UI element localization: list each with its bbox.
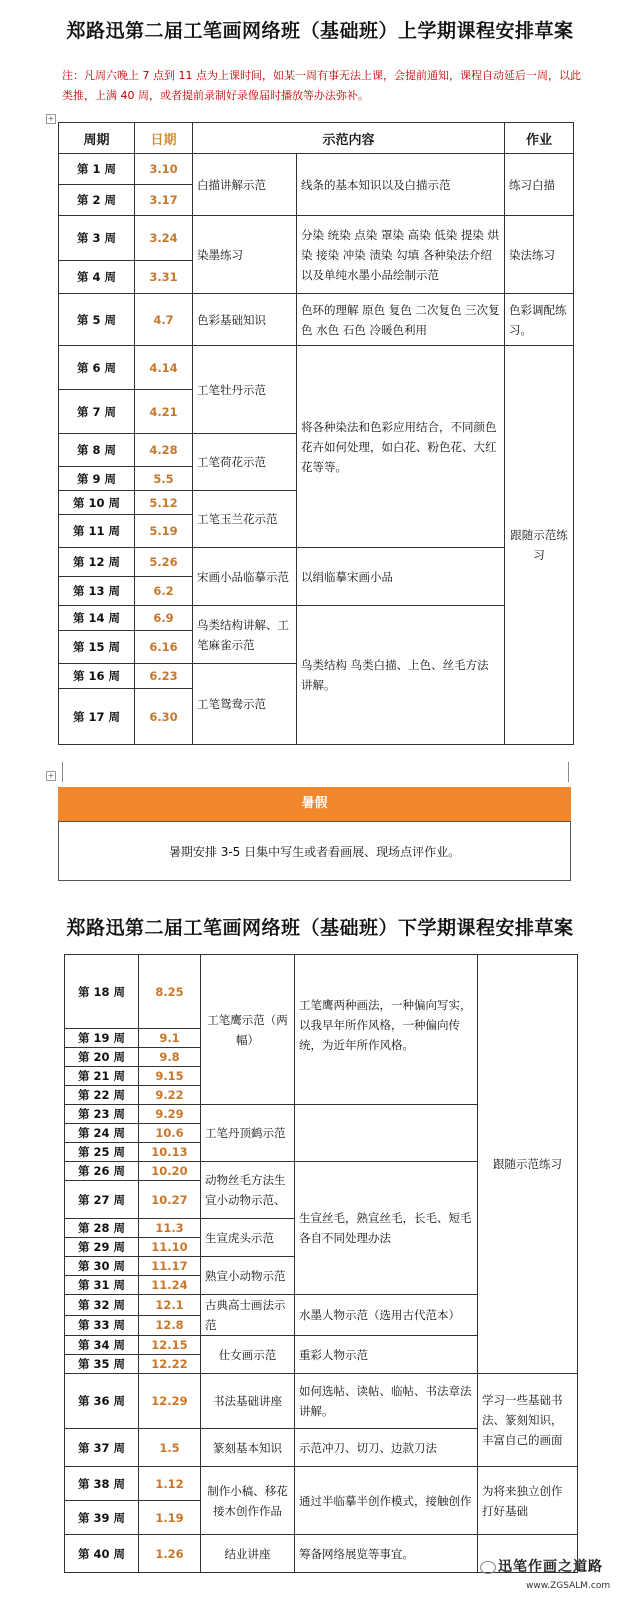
week-cell: 第 33 周	[65, 1315, 139, 1336]
topic-cell: 白描讲解示范	[193, 154, 297, 216]
date-cell: 10.6	[139, 1124, 201, 1143]
date-cell: 12.8	[139, 1315, 201, 1336]
content-cell: 工笔鹰两种画法，一种偏向写实，以我早年所作风格，一种偏向传统，为近年所作风格。	[295, 955, 478, 1105]
date-cell: 5.12	[135, 491, 193, 515]
week-cell: 第 8 周	[59, 434, 135, 467]
topic-cell: 工笔牡丹示范	[193, 346, 297, 434]
topic-cell: 制作小稿、移花接木创作作品	[201, 1467, 295, 1535]
header-week: 周期	[59, 123, 135, 154]
week-cell: 第 2 周	[59, 185, 135, 216]
week-cell: 第 9 周	[59, 467, 135, 491]
week-cell: 第 24 周	[65, 1124, 139, 1143]
date-cell: 3.31	[135, 261, 193, 294]
date-cell: 1.19	[139, 1501, 201, 1535]
topic-cell: 宋画小品临摹示范	[193, 548, 297, 606]
date-cell: 9.15	[139, 1067, 201, 1086]
page-break-line	[62, 762, 63, 782]
table-anchor-icon[interactable]: +	[47, 114, 55, 123]
week-cell: 第 6 周	[59, 346, 135, 390]
topic-cell: 工笔鹰示范（两幅）	[201, 955, 295, 1105]
content-cell: 如何选帖、读帖、临帖、书法章法讲解。	[295, 1374, 478, 1429]
header-homework: 作业	[505, 123, 574, 154]
date-cell: 3.24	[135, 216, 193, 261]
week-cell: 第 14 周	[59, 606, 135, 631]
topic-cell: 书法基础讲座	[201, 1374, 295, 1429]
date-cell: 4.14	[135, 346, 193, 390]
date-cell: 9.29	[139, 1105, 201, 1124]
date-cell: 12.15	[139, 1336, 201, 1355]
date-cell: 12.22	[139, 1355, 201, 1374]
content-cell: 筹备网络展览等事宜。	[295, 1535, 478, 1573]
date-cell: 3.17	[135, 185, 193, 216]
topic-cell: 鸟类结构讲解、工笔麻雀示范	[193, 606, 297, 664]
week-cell: 第 25 周	[65, 1143, 139, 1162]
page-break-line	[568, 762, 569, 782]
date-cell: 10.27	[139, 1181, 201, 1219]
date-cell: 4.7	[135, 294, 193, 346]
content-cell: 以绢临摹宋画小品	[297, 548, 505, 606]
first-term-table	[58, 122, 574, 745]
topic-cell: 染墨练习	[193, 216, 297, 294]
week-cell: 第 21 周	[65, 1067, 139, 1086]
content-cell-empty	[295, 1105, 478, 1162]
content-cell: 将各种染法和色彩应用结合，不同颜色花卉如何处理，如白花、粉色花、大红花等等。	[297, 346, 505, 548]
week-cell: 第 29 周	[65, 1238, 139, 1257]
content-cell: 示范冲刀、切刀、边款刀法	[295, 1429, 478, 1467]
header-content: 示范内容	[193, 123, 505, 154]
date-cell: 5.19	[135, 515, 193, 548]
topic-cell: 色彩基础知识	[193, 294, 297, 346]
table-anchor-icon[interactable]: +	[47, 771, 55, 780]
date-cell: 4.21	[135, 390, 193, 434]
date-cell: 9.22	[139, 1086, 201, 1105]
homework-cell: 跟随示范练习	[505, 346, 574, 745]
week-cell: 第 34 周	[65, 1336, 139, 1355]
week-cell: 第 39 周	[65, 1501, 139, 1535]
content-cell: 鸟类结构 鸟类白描、上色、丝毛方法讲解。	[297, 606, 505, 745]
week-cell: 第 16 周	[59, 664, 135, 689]
topic-cell: 篆刻基本知识	[201, 1429, 295, 1467]
date-cell: 1.5	[139, 1429, 201, 1467]
content-cell: 重彩人物示范	[295, 1336, 478, 1374]
date-cell: 11.3	[139, 1219, 201, 1238]
page-title-second-term: 郑路迅第二届工笔画网络班（基础班）下学期课程安排草案	[66, 917, 574, 939]
week-cell: 第 4 周	[59, 261, 135, 294]
date-cell: 12.29	[139, 1374, 201, 1429]
summer-vacation-note	[58, 821, 571, 881]
week-cell: 第 37 周	[65, 1429, 139, 1467]
date-cell: 6.16	[135, 631, 193, 664]
week-cell: 第 22 周	[65, 1086, 139, 1105]
topic-cell: 结业讲座	[201, 1535, 295, 1573]
topic-cell: 工笔荷花示范	[193, 434, 297, 491]
week-cell: 第 36 周	[65, 1374, 139, 1429]
header-date: 日期	[135, 123, 193, 154]
week-cell: 第 10 周	[59, 491, 135, 515]
week-cell: 第 20 周	[65, 1048, 139, 1067]
week-cell: 第 28 周	[65, 1219, 139, 1238]
homework-cell: 染法练习	[505, 216, 574, 294]
second-term-table	[64, 954, 578, 1573]
topic-cell: 古典高士画法示范	[201, 1295, 295, 1336]
date-cell: 1.26	[139, 1535, 201, 1573]
week-cell: 第 3 周	[59, 216, 135, 261]
date-cell: 6.23	[135, 664, 193, 689]
week-cell: 第 1 周	[59, 154, 135, 185]
week-cell: 第 26 周	[65, 1162, 139, 1181]
date-cell: 11.10	[139, 1238, 201, 1257]
date-cell: 6.2	[135, 577, 193, 606]
topic-cell: 工笔丹顶鹤示范	[201, 1105, 295, 1162]
vacation-text: 暑期安排 3-5 日集中写生或者看画展、现场点评作业。	[168, 844, 461, 859]
week-cell: 第 32 周	[65, 1295, 139, 1316]
date-cell: 11.24	[139, 1276, 201, 1295]
topic-cell: 工笔玉兰花示范	[193, 491, 297, 548]
content-cell: 生宣丝毛，熟宣丝毛，长毛、短毛各自不同处理办法	[295, 1162, 478, 1295]
date-cell: 9.8	[139, 1048, 201, 1067]
week-cell: 第 13 周	[59, 577, 135, 606]
topic-cell: 工笔鸳鸯示范	[193, 664, 297, 745]
topic-cell: 动物丝毛方法生宣小动物示范、	[201, 1162, 295, 1219]
content-cell: 分染 统染 点染 罩染 高染 低染 提染 烘染 接染 冲染 渍染 勾填 各种染法介绍以及单纯水墨小品绘制示范	[297, 216, 505, 294]
page-title-first-term: 郑路迅第二届工笔画网络班（基础班）上学期课程安排草案	[66, 20, 574, 42]
date-cell: 3.10	[135, 154, 193, 185]
date-cell: 1.12	[139, 1467, 201, 1501]
summer-vacation-banner: 暑假	[58, 787, 571, 821]
date-cell: 10.20	[139, 1162, 201, 1181]
week-cell: 第 15 周	[59, 631, 135, 664]
homework-cell: 为将来独立创作打好基础	[478, 1467, 578, 1535]
week-cell: 第 30 周	[65, 1257, 139, 1276]
date-cell: 10.13	[139, 1143, 201, 1162]
date-cell: 6.30	[135, 689, 193, 745]
topic-cell: 生宣虎头示范	[201, 1219, 295, 1257]
week-cell: 第 40 周	[65, 1535, 139, 1573]
content-cell: 通过半临摹半创作模式，接触创作	[295, 1467, 478, 1535]
wechat-icon	[480, 1561, 496, 1574]
week-cell: 第 38 周	[65, 1467, 139, 1501]
homework-cell: 练习白描	[505, 154, 574, 216]
topic-cell: 熟宣小动物示范	[201, 1257, 295, 1295]
date-cell: 5.26	[135, 548, 193, 577]
content-cell: 线条的基本知识以及白描示范	[297, 154, 505, 216]
week-cell: 第 7 周	[59, 390, 135, 434]
week-cell: 第 11 周	[59, 515, 135, 548]
date-cell: 4.28	[135, 434, 193, 467]
date-cell: 9.1	[139, 1029, 201, 1048]
watermark-url: www.ZGSALM.com	[526, 1581, 611, 1591]
week-cell: 第 27 周	[65, 1181, 139, 1219]
content-cell: 水墨人物示范（选用古代范本）	[295, 1295, 478, 1336]
date-cell: 11.17	[139, 1257, 201, 1276]
week-cell: 第 23 周	[65, 1105, 139, 1124]
topic-cell: 仕女画示范	[201, 1336, 295, 1374]
homework-cell: 跟随示范练习	[478, 955, 578, 1374]
date-cell: 8.25	[139, 955, 201, 1029]
week-cell: 第 18 周	[65, 955, 139, 1029]
content-cell: 色环的理解 原色 复色 二次复色 三次复色 水色 石色 冷暖色利用	[297, 294, 505, 346]
schedule-note: 注：凡周六晚上 7 点到 11 点为上课时间，如某一周有事无法上课，会提前通知，课程自动延后一周，以此类推，上满 40 周，或者提前录制好录像届时播放等办法弥补。	[62, 69, 581, 102]
homework-cell: 学习一些基础书法、篆刻知识，丰富自己的画面	[478, 1374, 578, 1467]
week-cell: 第 17 周	[59, 689, 135, 745]
watermark-brand: 迅笔作画之道路	[498, 1559, 603, 1575]
date-cell: 5.5	[135, 467, 193, 491]
week-cell: 第 19 周	[65, 1029, 139, 1048]
week-cell: 第 31 周	[65, 1276, 139, 1295]
date-cell: 12.1	[139, 1295, 201, 1316]
homework-cell: 色彩调配练习。	[505, 294, 574, 346]
week-cell: 第 12 周	[59, 548, 135, 577]
date-cell: 6.9	[135, 606, 193, 631]
week-cell: 第 5 周	[59, 294, 135, 346]
week-cell: 第 35 周	[65, 1355, 139, 1374]
